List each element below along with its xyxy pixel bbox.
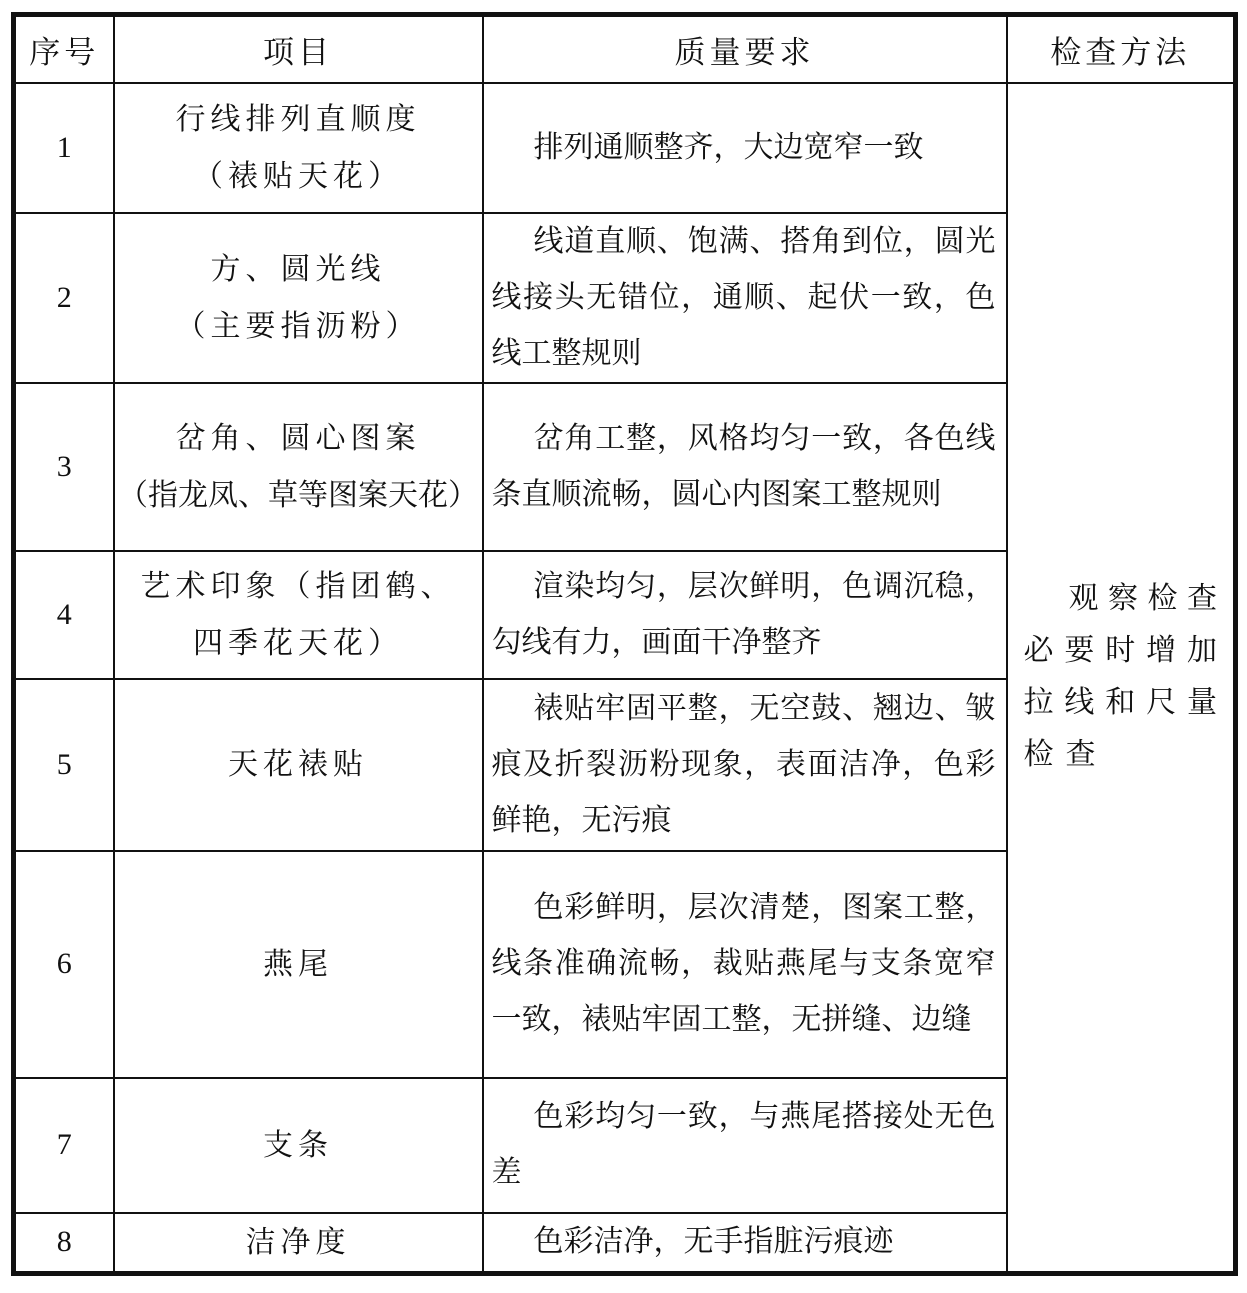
item-cell <box>114 383 483 551</box>
requirement-cell <box>483 383 1007 551</box>
row-number: 5 <box>14 679 114 851</box>
requirement-text: 岔角工整，风格均匀一致，各色线条直顺流畅，圆心内图案工整规则 <box>491 421 996 511</box>
inspection-method-line: 拉线和尺量 <box>1023 686 1217 719</box>
item-line: 燕尾 <box>263 947 333 981</box>
row-number: 6 <box>14 851 114 1078</box>
row-number: 3 <box>14 383 114 551</box>
item-cell <box>114 551 483 679</box>
header-serial-number: 序号 <box>14 15 114 83</box>
item-line: 岔角、圆心图案 <box>175 421 421 455</box>
requirement-text: 裱贴牢固平整，无空鼓、翘边、皱痕及折裂沥粉现象，表面洁净，色彩鲜艳，无污痕 <box>491 691 996 837</box>
requirement-cell <box>483 213 1007 383</box>
row-number: 8 <box>14 1213 114 1274</box>
requirement-cell <box>483 1078 1007 1213</box>
requirement-text: 排列通顺整齐，大边宽窄一致 <box>533 130 924 164</box>
item-line: 行线排列直顺度 <box>175 102 421 136</box>
item-line: 艺术印象（指团鹤、 <box>140 569 456 603</box>
item-line: （指龙凤、草等图案天花） <box>118 478 478 512</box>
item-cell <box>114 679 483 851</box>
header-quality-requirement: 质量要求 <box>483 15 1007 83</box>
requirement-text: 色彩洁净，无手指脏污痕迹 <box>533 1225 894 1258</box>
item-line: 支条 <box>263 1128 333 1162</box>
row-number: 2 <box>14 213 114 383</box>
requirement-cell <box>483 1213 1007 1274</box>
requirement-cell <box>483 83 1007 213</box>
item-cell <box>114 1078 483 1213</box>
item-line: 方、圆光线 <box>210 252 386 286</box>
requirement-text: 线道直顺、饱满、搭角到位，圆光线接头无错位，通顺、起伏一致，色线工整规则 <box>491 224 996 370</box>
requirement-text: 渲染均匀，层次鲜明，色调沉稳，勾线有力，画面干净整齐 <box>491 569 996 659</box>
row-number: 7 <box>14 1078 114 1213</box>
table-row <box>14 83 1236 213</box>
requirement-cell <box>483 551 1007 679</box>
item-line: （主要指沥粉） <box>175 309 421 343</box>
item-line: （裱贴天花） <box>193 159 403 193</box>
item-line: 洁净度 <box>245 1225 351 1259</box>
inspection-method-line: 检查 <box>1023 738 1108 771</box>
header-inspection-method: 检查方法 <box>1007 15 1236 83</box>
quality-requirements-table <box>11 12 1238 1276</box>
row-number: 1 <box>14 83 114 213</box>
item-cell <box>114 851 483 1078</box>
inspection-method-cell <box>1007 83 1236 1274</box>
item-cell <box>114 213 483 383</box>
item-line: 四季花天花） <box>193 626 403 660</box>
item-cell <box>114 1213 483 1274</box>
requirement-cell <box>483 679 1007 851</box>
requirement-text: 色彩均匀一致，与燕尾搭接处无色差 <box>491 1100 996 1189</box>
requirement-text: 色彩鲜明，层次清楚，图案工整，线条准确流畅，裁贴燕尾与支条宽窄一致，裱贴牢固工整，无拼缝、边缝 <box>491 891 996 1036</box>
item-line: 天花裱贴 <box>228 748 368 781</box>
inspection-method-line: 观察检查 <box>1068 582 1217 615</box>
requirement-cell <box>483 851 1007 1078</box>
header-item: 项目 <box>114 15 483 83</box>
inspection-method-line: 必要时增加 <box>1023 634 1217 667</box>
item-cell <box>114 83 483 213</box>
row-number: 4 <box>14 551 114 679</box>
header-row <box>14 15 1236 83</box>
